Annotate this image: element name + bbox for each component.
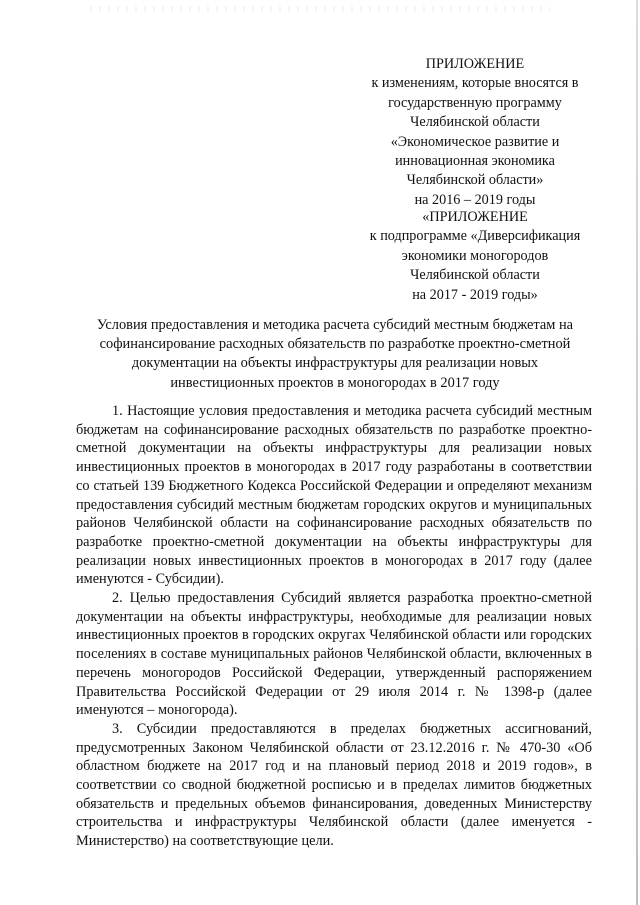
heading-line: софинансирование расходных обязательств по разработке проектно-сметной — [99, 336, 571, 353]
annex-sub-title: «ПРИЛОЖЕНИЕ — [422, 209, 528, 225]
heading-line: документации на объекты инфраструктуры для реализации новых — [131, 355, 539, 372]
annex-main-line: Челябинской области» — [406, 172, 544, 189]
annex-main-line: государственную программу — [388, 94, 562, 111]
paragraph-2: 2. Целью предоставления Субсидий является разработка проектно-сметной документации на объекты инфраструктуры, необходимые для реализации новых инвестиционных проектов в городских округах Челябинской области или городских поселениях в составе муниципальных районов Челябинской области, включенных в перечень моногородов Российской Федерации, утвержденный распоряжением Правительства Российской Федерации от 29 июля 2014 г. № 1398-р (далее именуются – моногорода). — [76, 590, 592, 719]
annex-sub-line: экономики моногородов — [401, 247, 549, 264]
annex-main-line: к изменениям, которые вносятся в — [371, 75, 579, 92]
annex-main-line: Челябинской области — [410, 114, 540, 131]
annex-main-block — [350, 55, 600, 210]
heading-line: Условия предоставления и методика расчета субсидий местным бюджетам на — [96, 317, 574, 333]
document-body — [76, 402, 592, 851]
page-edge-shadow — [636, 0, 638, 905]
annex-main-line: на 2016 – 2019 годы — [414, 191, 536, 208]
annex-sub-line: Челябинской области — [410, 267, 540, 284]
annex-main-line: инновационная экономика — [395, 153, 555, 170]
annex-sub-line: на 2017 - 2019 годы» — [412, 286, 538, 303]
annex-sub-block — [350, 208, 600, 305]
paragraph-1: 1. Настоящие условия предоставления и методика расчета субсидий местным бюджетам на софинансирование расходных обязательств по разработке проектно-сметной документации на объекты инфраструктуры для реализации новых инвестиционных проектов в моногородах в 2017 году разработаны в соответствии со статьей 139 Бюджетного Кодекса Российской Федерации и определяют механизм предоставления субсидий местным бюджетам городских округов и муниципальных районов Челябинской области на софинансирование расходных обязательств по разработке проектно-сметной документации на объекты инфраструктуры для реализации новых инвестиционных проектов в моногородах в 2017 году (далее именуются - Субсидии). — [76, 403, 592, 588]
heading-line: инвестиционных проектов в моногородах в 2017 году — [170, 374, 500, 391]
paragraph-3: 3. Субсидии предоставляются в пределах бюджетных ассигнований, предусмотренных Законом Челябинской области от 23.12.2016 г. № 470-30 «Об областном бюджете на 2017 год и на плановый период 2018 и 2019 годов», в соответствии со сводной бюджетной росписью и в пределах лимитов бюджетных обязательств и предельных объемов финансирования, доведенных Министерству строительства и инфраструктуры Челябинской области (далее именуется - Министерство) на соответствующие цели. — [76, 720, 592, 850]
annex-main-title: ПРИЛОЖЕНИЕ — [425, 56, 525, 72]
document-heading — [70, 316, 600, 393]
annex-sub-line: к подпрограмме «Диверсификация — [369, 228, 581, 245]
annex-main-line: «Экономическое развитие и — [390, 133, 560, 150]
scan-artifact — [90, 6, 550, 12]
